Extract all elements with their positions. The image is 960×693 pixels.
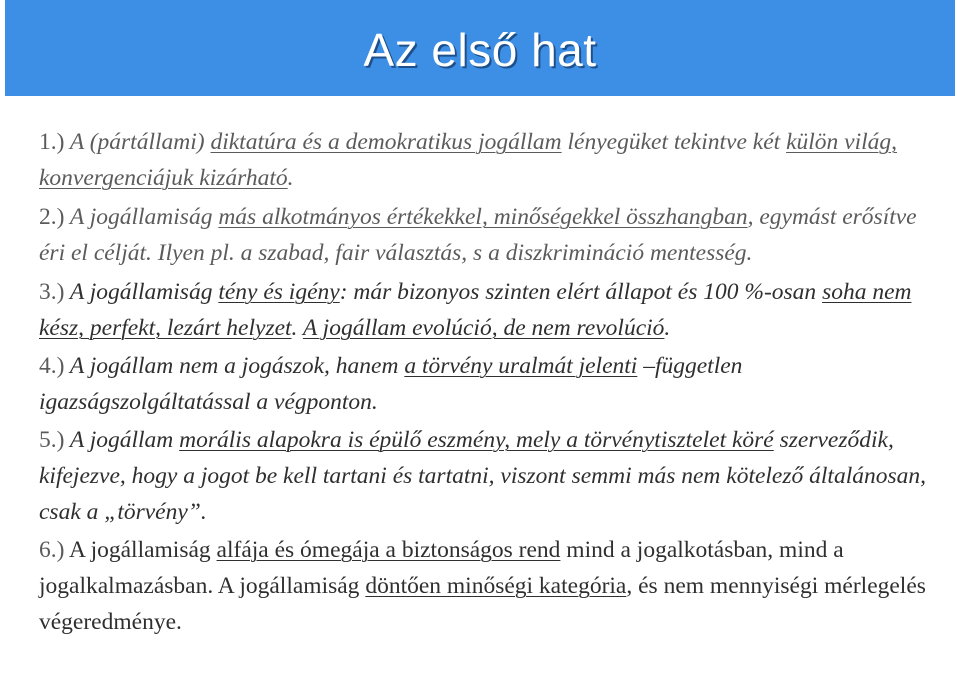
point-text: –független igazságszolgáltatással a végponton. xyxy=(39,353,743,415)
point-text: . xyxy=(664,315,671,341)
point-5 xyxy=(39,422,939,530)
underlined-phrase: diktatúra és a demokratikus jogállam xyxy=(210,129,562,155)
point-number: 2.) xyxy=(39,204,65,230)
point-text: . xyxy=(291,315,303,341)
underlined-phrase: A jogállam evolúció, de nem revolúció xyxy=(302,315,665,341)
point-text: A jogállamiság xyxy=(64,279,219,305)
point-text: A jogállam nem a jogászok, hanem xyxy=(64,353,405,379)
underlined-phrase: a törvény uralmát jelenti xyxy=(404,353,638,379)
slide-body xyxy=(39,124,939,640)
point-number: 6.) xyxy=(39,537,65,563)
point-number: 4.) xyxy=(39,353,65,379)
point-6 xyxy=(39,532,939,640)
point-text: A jogállam xyxy=(64,427,180,453)
underlined-phrase: döntően minőségi kategória xyxy=(365,573,627,599)
point-2 xyxy=(39,199,939,271)
underlined-phrase: soha nem kész, perfekt, lezárt helyzet xyxy=(39,279,912,341)
underlined-phrase: alfája és ómegája a biztonságos rend xyxy=(216,537,561,563)
point-text: . xyxy=(287,165,294,191)
underlined-phrase: tény és igény xyxy=(218,279,340,305)
point-text: lényegüket tekintve két xyxy=(561,129,787,155)
point-number: 3.) xyxy=(39,279,65,305)
point-number: 1.) xyxy=(39,129,65,155)
point-text: mind a jogalkotásban, mind a jogalkalmazásban. A jogállamiság xyxy=(39,537,844,599)
point-text: , egymást erősítve éri el célját. Ilyen pl. a szabad, fair választás, s a diszkrimináció mentesség. xyxy=(39,204,917,266)
title-banner xyxy=(5,0,955,96)
point-text: A jogállamiság xyxy=(64,204,219,230)
point-text: A jogállamiság xyxy=(64,537,217,563)
underlined-phrase: morális alapokra is épülő eszmény, mely a törvénytisztelet köré xyxy=(179,427,774,453)
underlined-phrase: külön világ, konvergenciájuk kizárható xyxy=(39,129,898,191)
point-3 xyxy=(39,274,939,346)
slide-title: Az első hat xyxy=(363,24,597,76)
point-number: 5.) xyxy=(39,427,65,453)
point-text: : már bizonyos szinten elért állapot és 100 %-osan xyxy=(339,279,823,305)
point-text: szerveződik, kifejezve, hogy a jogot be kell tartani és tartatni, viszont semmi más nem kötelező általánosan, csak a „törvény”. xyxy=(39,427,926,525)
point-4 xyxy=(39,348,939,420)
underlined-phrase: más alkotmányos értékekkel, minőségekkel összhangban xyxy=(218,204,748,230)
point-text: A (pártállami) xyxy=(64,129,211,155)
point-1 xyxy=(39,124,939,196)
point-text: , és nem mennyiségi mérlegelés végeredménye. xyxy=(39,573,926,635)
